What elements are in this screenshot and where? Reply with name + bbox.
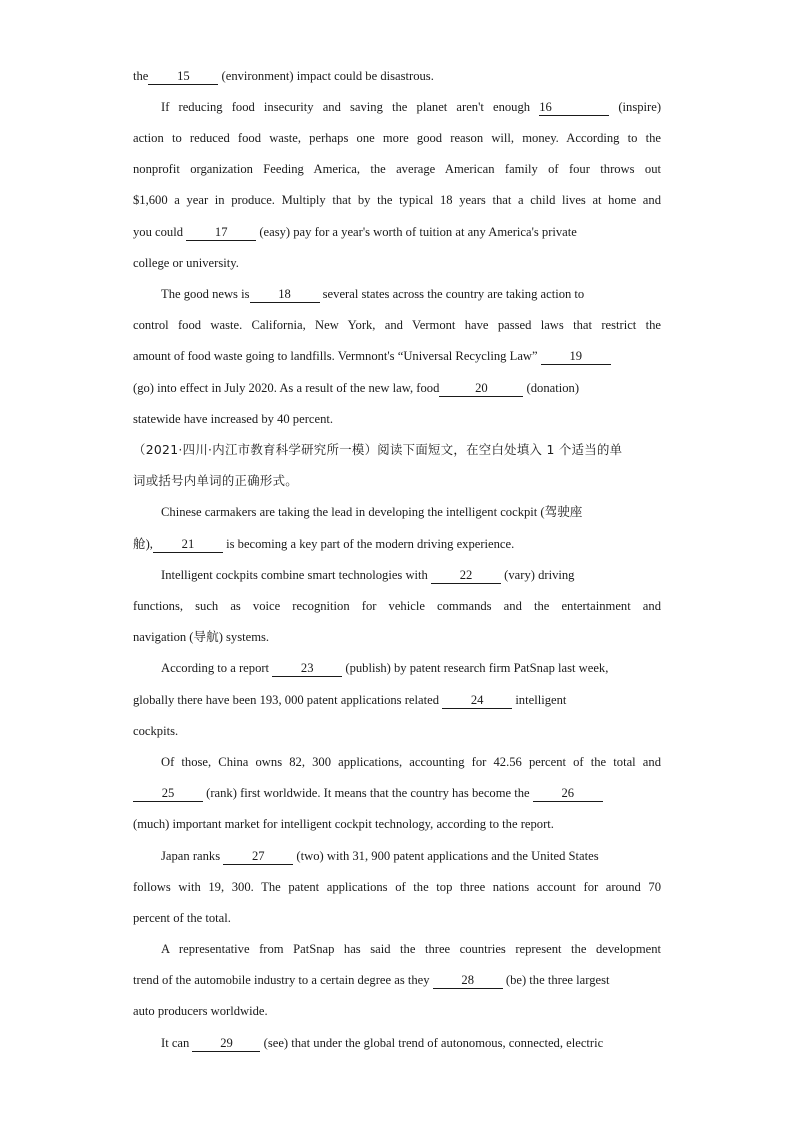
line-text: (publish) by patent research firm PatSnap last week, [345, 661, 609, 675]
text-line: action to reduced food waste, perhaps one more good reason will, money. According to the [133, 131, 661, 145]
blank-23[interactable]: 23 [272, 661, 342, 677]
text-line: nonprofit organization Feeding America, the average American family of four throws out [133, 162, 661, 176]
blank-20[interactable]: 20 [439, 381, 523, 397]
line-text: globally there have been 193, 000 patent applications related [133, 693, 439, 707]
blank-29[interactable]: 29 [192, 1036, 260, 1052]
text-line-zh: （2021·四川·内江市教育科学研究所一模）阅读下面短文，在空白处填入 1 个适当的单 [133, 442, 623, 457]
blank-28[interactable]: 28 [433, 973, 503, 989]
text-line: A representative from PatSnap has said the three countries represent the development [161, 942, 661, 956]
blank-16[interactable]: 16 [539, 100, 609, 116]
line-text: The good news is [161, 287, 250, 301]
text-line [133, 222, 661, 242]
line-text: It can [161, 1036, 190, 1050]
line-text: (see) that under the global trend of autonomous, connected, electric [263, 1036, 604, 1050]
blank-15[interactable]: 15 [148, 69, 218, 85]
text-line [161, 565, 661, 585]
text-line: auto producers worldwide. [133, 1004, 268, 1018]
text-line [133, 346, 661, 366]
text-line [133, 378, 661, 398]
text-line [133, 783, 661, 803]
line-text: (two) with 31, 900 patent applications and the United States [296, 849, 599, 863]
blank-27[interactable]: 27 [223, 849, 293, 865]
text-line: control food waste. California, New York, and Vermont have passed laws that restrict the [133, 318, 661, 332]
text-line: college or university. [133, 256, 239, 270]
line-text: (inspire) [618, 100, 662, 114]
text-line [133, 690, 661, 710]
text-line: functions, such as voice recognition for vehicle commands and the entertainment and [133, 599, 661, 613]
text-line-zh: 词或括号内单词的正确形式。 [133, 473, 298, 488]
line-text: (vary) driving [504, 568, 575, 582]
line-text: several states across the country are taking action to [322, 287, 585, 301]
blank-22[interactable]: 22 [431, 568, 501, 584]
blank-25[interactable]: 25 [133, 786, 203, 802]
line-text: the [133, 69, 149, 83]
text-line [161, 658, 661, 678]
text-line: (much) important market for intelligent cockpit technology, according to the report. [133, 817, 554, 831]
line-text: (environment) impact could be disastrous. [221, 69, 434, 83]
blank-21[interactable]: 21 [153, 537, 223, 553]
blank-18[interactable]: 18 [250, 287, 320, 303]
text-line [161, 284, 661, 304]
line-text: trend of the automobile industry to a certain degree as they [133, 973, 430, 987]
text-line [133, 534, 661, 554]
line-text: Intelligent cockpits combine smart technologies with [161, 568, 428, 582]
line-text: intelligent [515, 693, 567, 707]
line-text: (go) into effect in July 2020. As a result of the new law, food [133, 381, 440, 395]
line-text: you could [133, 225, 184, 239]
text-line: follows with 19, 300. The patent applications of the top three nations account for around 70 [133, 880, 661, 894]
text-line [133, 970, 661, 990]
text-line: percent of the total. [133, 911, 231, 925]
line-text: Japan ranks [161, 849, 221, 863]
text-line [161, 1033, 661, 1053]
line-text: (easy) pay for a year's worth of tuition at any America's private [259, 225, 577, 239]
line-text: (donation) [526, 381, 580, 395]
line-text: (rank) first worldwide. It means that the country has become the [206, 786, 530, 800]
text-line [133, 66, 661, 86]
line-text: amount of food waste going to landfills. Vermnont's “Universal Recycling Law” [133, 349, 538, 363]
blank-19[interactable]: 19 [541, 349, 611, 365]
blank-26[interactable]: 26 [533, 786, 603, 802]
line-text: is becoming a key part of the modern driving experience. [226, 537, 515, 551]
text-line: statewide have increased by 40 percent. [133, 412, 334, 426]
text-line: cockpits. [133, 724, 179, 738]
text-line: Of those, China owns 82, 300 applications, accounting for 42.56 percent of the total and [161, 755, 661, 769]
line-text: If reducing food insecurity and saving the planet aren't enough [161, 100, 531, 114]
line-text: According to a report [161, 661, 270, 675]
text-line: Chinese carmakers are taking the lead in developing the intelligent cockpit (驾驶座 [161, 505, 583, 519]
text-line: navigation (导航) systems. [133, 630, 270, 644]
text-line [161, 846, 661, 866]
text-line [161, 97, 661, 117]
line-text: 舱), [133, 537, 153, 551]
blank-17[interactable]: 17 [186, 225, 256, 241]
blank-24[interactable]: 24 [442, 693, 512, 709]
text-line: $1,600 a year in produce. Multiply that by the typical 18 years that a child lives at home and [133, 193, 661, 207]
line-text: (be) the three largest [505, 973, 610, 987]
